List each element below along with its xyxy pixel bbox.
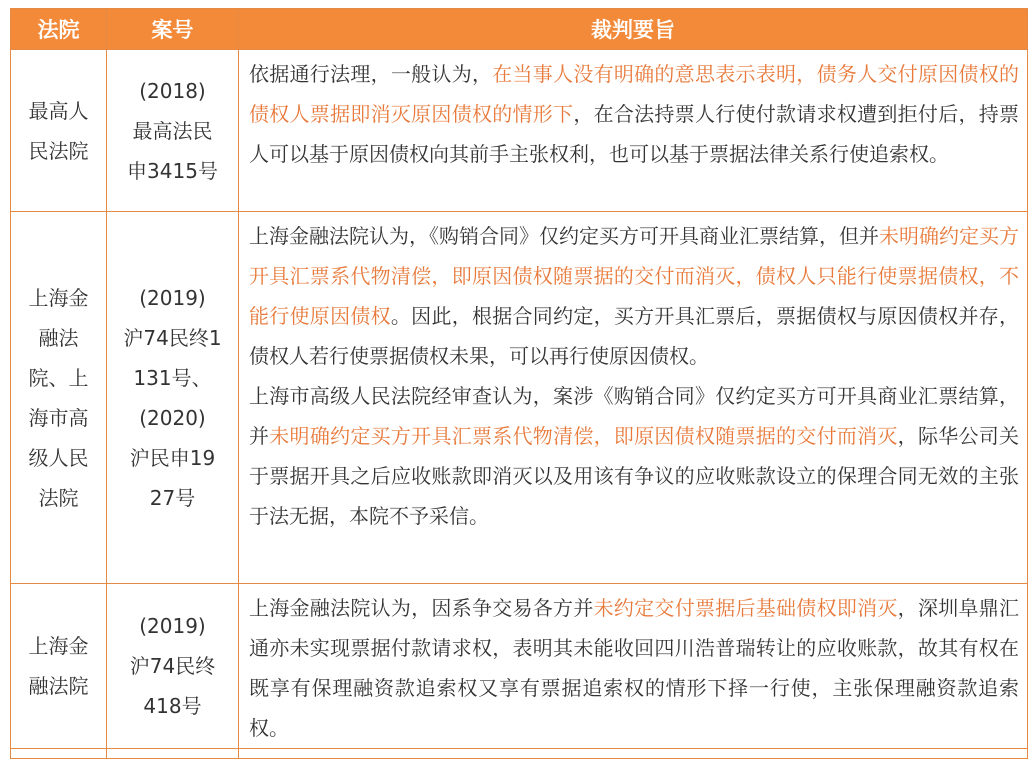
empty-cell — [11, 749, 107, 759]
table-row — [11, 50, 1028, 212]
case-number-cell — [107, 212, 239, 584]
case-number-cell — [107, 584, 239, 749]
case-number-line: (2019) — [139, 614, 206, 638]
gist-paragraph — [249, 54, 1019, 174]
court-cell — [11, 584, 107, 749]
case-number-line: 最高法民 — [132, 118, 213, 143]
court-line: 法院 — [38, 485, 79, 510]
gist-paragraph — [249, 588, 1019, 748]
highlighted-text: 未明确约定买方开具汇票系代物清偿，即原因债权随票据的交付而消灭，债权人只能行使票据债权，不能行使原因债权 — [249, 224, 1019, 328]
court-line: 上海金 — [28, 285, 89, 310]
court-line: 级人民 — [28, 445, 89, 470]
body-text: 上海金融法院认为，因系争交易各方并 — [249, 596, 594, 620]
judgment-table — [10, 8, 1028, 759]
court-line: 融法 — [38, 325, 79, 350]
court-line: 海市高 — [28, 405, 89, 430]
court-line: 融法院 — [28, 674, 89, 698]
table-row — [11, 212, 1028, 584]
case-number-line: 131号、 — [133, 365, 212, 390]
body-text: 上海金融法院认为，《购销合同》仅约定买方可开具商业汇票结算，但并 — [249, 224, 879, 248]
gist-cell — [239, 212, 1028, 584]
table-row-partial — [11, 749, 1028, 759]
body-text: ，深圳阜鼎汇通亦未实现票据付款请求权，表明其未能收回四川浩普瑞转让的应收账款，故其有权在既享有保理融资款追索权又享有票据追索权的情形下择一行使，主张保理融资款追索权。 — [249, 596, 1020, 740]
header-case-no: 案号 — [107, 9, 239, 50]
table-row — [11, 584, 1028, 749]
court-line: 院、上 — [28, 365, 89, 390]
court-cell — [11, 212, 107, 584]
case-number-line: 沪民申19 — [129, 445, 216, 470]
highlighted-text: 未约定交付票据后基础债权即消灭 — [593, 596, 898, 620]
court-cell — [11, 50, 107, 212]
body-text: ，在合法持票人行使付款请求权遭到拒付后，持票人可以基于原因债权向其前手主张权利，也可以基于票据法律关系行使追索权。 — [249, 102, 1020, 166]
case-number-line: 沪74民终1 — [123, 325, 222, 350]
case-number-line: 沪74民终 — [129, 654, 216, 678]
header-row — [11, 9, 1028, 50]
court-line: 最高人 — [28, 98, 89, 123]
empty-cell — [239, 749, 1028, 759]
gist-paragraph — [249, 376, 1019, 536]
highlighted-text: 未明确约定买方开具汇票系代物清偿，即原因债权随票据的交付而消灭 — [269, 424, 898, 448]
highlighted-text: 在当事人没有明确的意思表示表明，债务人交付原因债权的债权人票据即消灭原因债权的情形下 — [249, 62, 1020, 126]
header-gist: 裁判要旨 — [239, 9, 1028, 50]
gist-cell — [239, 50, 1028, 212]
body-text: ，际华公司关于票据开具之后应收账款即消灭以及用该有争议的应收账款设立的保理合同无效的主张于法无据，本院不予采信。 — [249, 424, 1020, 528]
case-number-line: (2020) — [139, 405, 206, 430]
case-number-line: 申3415号 — [127, 158, 218, 183]
court-line: 民法院 — [28, 138, 89, 163]
body-text: 。因此，根据合同约定，买方开具汇票后，票据债权与原因债权并存，债权人若行使票据债权未果，可以再行使原因债权。 — [249, 304, 1020, 368]
gist-cell — [239, 584, 1028, 749]
header-court: 法院 — [11, 9, 107, 50]
case-number-line: (2018) — [139, 78, 206, 103]
empty-cell — [107, 749, 239, 759]
body-text: 依据通行法理，一般认为， — [249, 62, 493, 86]
court-line: 上海金 — [28, 634, 89, 658]
case-number-line: (2019) — [139, 285, 206, 310]
case-number-cell — [107, 50, 239, 212]
case-number-line: 27号 — [149, 485, 196, 510]
gist-paragraph — [249, 216, 1019, 376]
body-text: 上海市高级人民法院经审查认为，案涉《购销合同》仅约定买方可开具商业汇票结算，并 — [249, 384, 1019, 448]
case-number-line: 418号 — [143, 694, 202, 718]
